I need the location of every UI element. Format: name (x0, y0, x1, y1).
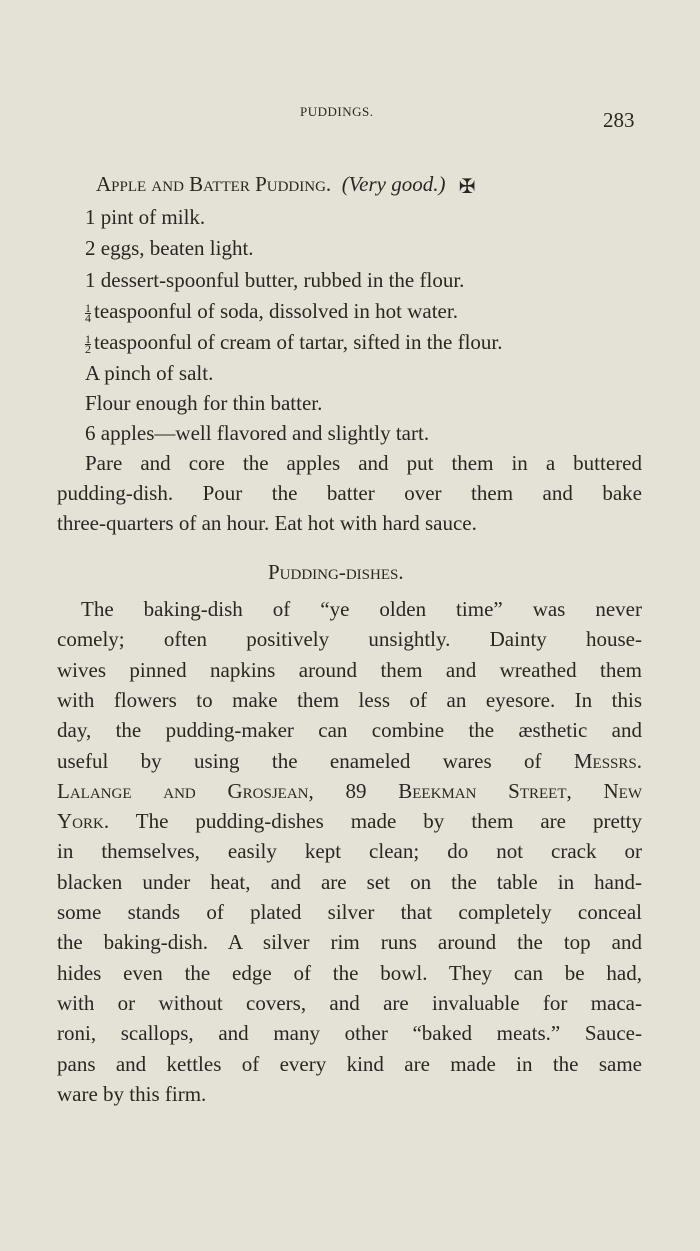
cross-icon: ✠ (458, 176, 476, 198)
body-text: some stands of plated silver that completely conceal (57, 900, 642, 924)
small-caps-text: York. (57, 809, 110, 834)
fraction-numerator: 1 (85, 300, 91, 315)
body-text: ware by this firm. (57, 1081, 207, 1106)
section-title: Pudding-dishes. (268, 560, 404, 584)
body-text: the baking-dish. A silver rim runs around the top and (57, 930, 642, 955)
fraction-denominator: 2 (85, 341, 91, 356)
ingredient-text: teaspoonful of soda, dissolved in hot water. (94, 299, 458, 323)
ingredient-qty: 6 (85, 421, 96, 445)
ingredient-item (85, 330, 503, 354)
fraction (85, 331, 91, 356)
ingredient-text: Flour enough for thin batter. (85, 391, 323, 415)
body-line (57, 839, 642, 863)
ingredient-item (85, 391, 322, 415)
body-line (57, 718, 642, 742)
ingredient-item (85, 268, 464, 292)
ingredient-qty: 1 (85, 205, 96, 229)
ingredient-text: A pinch of salt. (85, 361, 214, 385)
direction-line: Pare and core the apples and put them in a buttered (85, 451, 642, 475)
body-text: The pudding-dishes made by them are pretty (109, 809, 642, 834)
body-text: pans and kettles of every kind are made in the same (57, 1051, 642, 1076)
body-line (57, 991, 642, 1015)
body-line (57, 658, 642, 682)
ingredient-item (85, 361, 213, 385)
recipe-name: Apple and Batter Pudding. (96, 172, 332, 196)
body-text: wives pinned napkins around them and wreathed them (57, 657, 642, 682)
ingredient-text: dessert-spoonful butter, rubbed in the flour. (100, 268, 465, 292)
body-line (57, 870, 642, 894)
page-number: 283 (603, 108, 635, 132)
body-line (57, 809, 642, 833)
body-line (57, 961, 642, 985)
fraction (85, 300, 91, 325)
body-line (57, 749, 642, 773)
body-line (57, 1082, 206, 1106)
body-text: day, the pudding-maker can combine the æsthetic and (57, 718, 642, 743)
body-text: The baking-dish of “ye olden time” was never (81, 597, 642, 621)
ingredient-item (85, 421, 429, 445)
body-text: roni, scallops, and many other “baked meats.” Sauce- (57, 1021, 642, 1046)
ingredient-item (85, 205, 205, 229)
body-line (57, 930, 642, 954)
recipe-title (96, 172, 476, 199)
body-text: 89 (313, 778, 399, 803)
ingredient-text: apples—well flavored and slightly tart. (100, 421, 430, 445)
ingredient-item (85, 236, 254, 260)
body-text: with or without covers, and are invaluable for maca- (57, 990, 642, 1015)
direction-line: three-quarters of an hour. Eat hot with hard sauce. (57, 511, 477, 535)
body-line (57, 627, 642, 651)
ingredient-qty: 1 (85, 268, 96, 292)
body-line (81, 597, 642, 621)
body-text: useful by using the enameled wares of (57, 748, 574, 773)
ingredient-text: teaspoonful of cream of tartar, sifted in the flour. (94, 330, 503, 354)
body-text: hides even the edge of the bowl. They can be had, (57, 960, 642, 985)
body-line (57, 1021, 642, 1045)
body-line (57, 779, 642, 803)
body-text: blacken under heat, and are set on the table in hand- (57, 869, 642, 894)
body-text: comely; often positively unsightly. Dainty house- (57, 627, 642, 652)
small-caps-text: Beekman Street, New (398, 778, 642, 803)
body-line (57, 688, 642, 712)
fraction-denominator: 4 (85, 310, 91, 325)
small-caps-text: Messrs. (573, 748, 642, 773)
body-line (57, 1052, 642, 1076)
recipe-note: (Very good.) (341, 172, 446, 196)
ingredient-text: pint of milk. (100, 205, 206, 229)
direction-line: pudding-dish. Pour the batter over them and bake (57, 481, 642, 505)
ingredient-text: eggs, beaten light. (100, 236, 254, 260)
ingredient-item (85, 299, 458, 323)
small-caps-text: Lalange and Grosjean, (57, 778, 314, 803)
ingredient-qty: 2 (85, 236, 96, 260)
body-text: with flowers to make them less of an eyesore. In this (57, 687, 642, 712)
fraction-numerator: 1 (85, 331, 91, 346)
body-line (57, 900, 642, 924)
body-text: in themselves, easily kept clean; do not crack or (57, 839, 642, 864)
running-title: PUDDINGS. (300, 104, 374, 119)
